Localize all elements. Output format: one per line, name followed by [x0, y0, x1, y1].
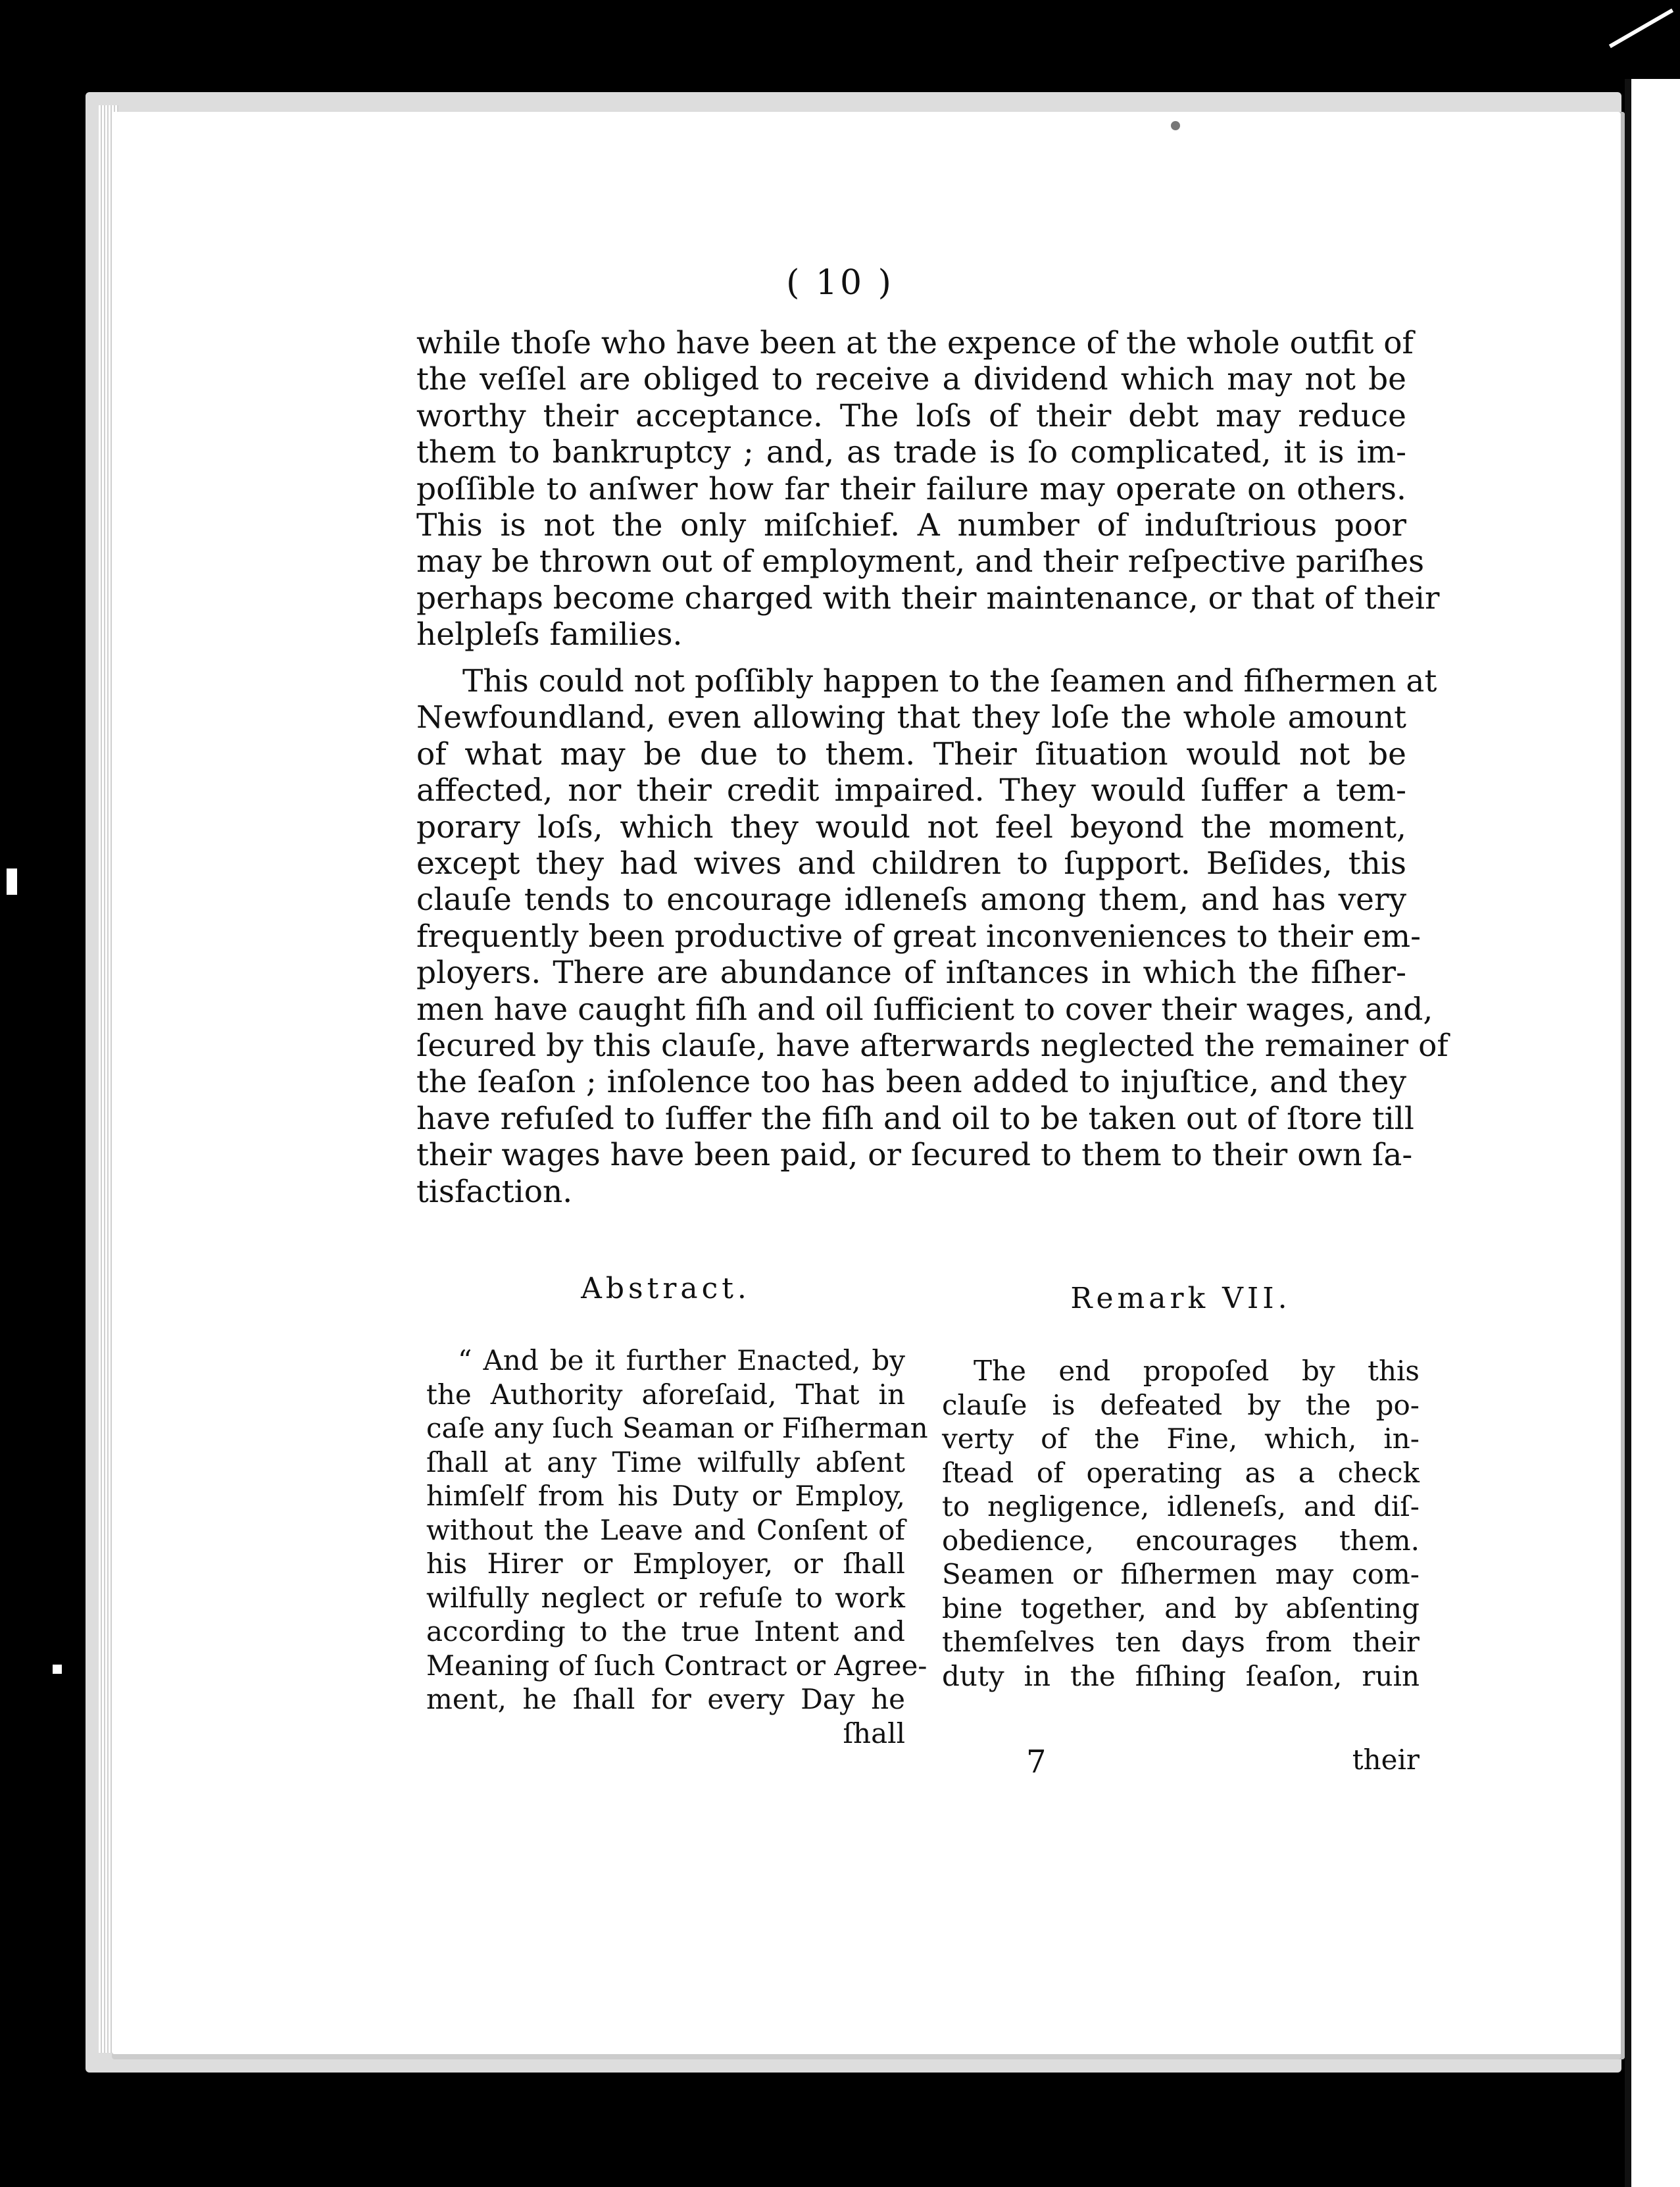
remark-line: bine together, and by abſenting: [942, 1592, 1420, 1624]
facing-page-strip: [1631, 79, 1680, 2187]
text-line: have refuſed to ſuffer the fiſh and oil to be taken out of ſtore till: [416, 1100, 1414, 1137]
text-line: the ſeaſon ; inſolence too has been added to injuſtice, and they: [416, 1064, 1406, 1101]
text-line: tisfaction.: [416, 1173, 573, 1210]
text-line: their wages have been paid, or ſecured to them to their own ſa-: [416, 1137, 1413, 1174]
abstract-line: according to the true Intent and: [426, 1615, 905, 1647]
paragraph-2: [416, 663, 1448, 1210]
text-line: men have caught fiſh and oil ſufficient to cover their wages, and,: [416, 991, 1433, 1028]
remark-line: themſelves ten days from their: [942, 1626, 1420, 1658]
text-line: may be thrown out of employment, and their reſpective pariſhes: [416, 543, 1425, 580]
text-line: porary loſs, which they would not feel beyond the moment,: [416, 809, 1406, 845]
remark-line: to negligence, idleneſs, and diſ-: [942, 1490, 1420, 1522]
signature-mark: 7: [1026, 1744, 1047, 1780]
text-line: affected, nor their credit impaired. They would ſuffer a tem-: [416, 772, 1406, 809]
text-line: frequently been productive of great inconveniences to their em-: [416, 918, 1421, 955]
remark-line: Seamen or fiſhermen may com-: [942, 1558, 1420, 1590]
remark-line: clauſe is defeated by the po-: [942, 1388, 1420, 1421]
remark-line: The end propoſed by this: [974, 1355, 1420, 1387]
paper-blemish: [1171, 121, 1180, 130]
text-line: This is not the only miſchief. A number of induſtrious poor: [416, 507, 1406, 544]
catchword: their: [1352, 1744, 1420, 1776]
abstract-line: without the Leave and Conſent of: [426, 1513, 905, 1546]
remark-line: duty in the fiſhing ſeaſon, ruin: [942, 1659, 1420, 1692]
text-line: them to bankruptcy ; and, as trade is ſo complicated, it is im-: [416, 434, 1406, 471]
abstract-line: the Authority aforeſaid, That in: [426, 1378, 905, 1411]
abstract-line: ment, he ſhall for every Day he: [426, 1683, 905, 1715]
abstract-line: “ And be it further Enacted, by: [458, 1344, 905, 1376]
text-line: worthy their acceptance. The loſs of their debt may reduce: [416, 397, 1406, 434]
text-line: Newfoundland, even allowing that they loſe the whole amount: [416, 699, 1406, 736]
abstract-heading: Abstract.: [581, 1272, 751, 1305]
text-line: helpleſs families.: [416, 616, 683, 653]
abstract-line: his Hirer or Employer, or ſhall: [426, 1547, 905, 1580]
scan-artifact: [1609, 9, 1673, 48]
text-line: perhaps become charged with their maintenance, or that of their: [416, 580, 1440, 616]
paragraph-1: [416, 325, 1440, 653]
text-line: while thoſe who have been at the expence of the whole outfit of: [416, 325, 1414, 361]
text-line: ployers. There are abundance of inſtances in which the fiſher-: [416, 955, 1406, 992]
text-line: clauſe tends to encourage idleneſs among them, and has very: [416, 882, 1406, 918]
abstract-line: caſe any ſuch Seaman or Fiſherman: [426, 1412, 928, 1444]
remark-line: obedience, encourages them.: [942, 1524, 1420, 1557]
abstract-line: himſelf from his Duty or Employ,: [426, 1480, 905, 1512]
page-number: ( 10 ): [786, 263, 894, 303]
text-line: the veſſel are obliged to receive a dividend which may not be: [416, 361, 1406, 398]
text-line: poſſible to anſwer how far their failure may operate on others.: [416, 470, 1406, 507]
abstract-line: ſhall at any Time wilfully abſent: [426, 1445, 905, 1478]
text-line: This could not poſſibly happen to the ſeamen and fiſhermen at: [462, 663, 1437, 699]
text-line: ſecured by this clauſe, have afterwards neglected the remainer of: [416, 1028, 1448, 1065]
remark-column: [942, 1354, 1420, 1693]
abstract-catch-line: ſhall: [843, 1717, 905, 1749]
abstract-line: Meaning of ſuch Contract or Agree-: [426, 1649, 927, 1682]
abstract-line: wilfully neglect or refuſe to work: [426, 1581, 905, 1614]
abstract-column: [426, 1344, 928, 1750]
remark-heading: Remark VII.: [1070, 1282, 1291, 1315]
text-line: of what may be due to them. Their ſituation would not be: [416, 736, 1406, 772]
text-line: except they had wives and children to ſupport. Beſides, this: [416, 845, 1406, 882]
remark-line: verty of the Fine, which, in-: [942, 1422, 1420, 1455]
scan-artifact: [53, 1665, 62, 1674]
remark-line: ſtead of operating as a check: [942, 1456, 1420, 1489]
scan-artifact: [7, 868, 17, 895]
